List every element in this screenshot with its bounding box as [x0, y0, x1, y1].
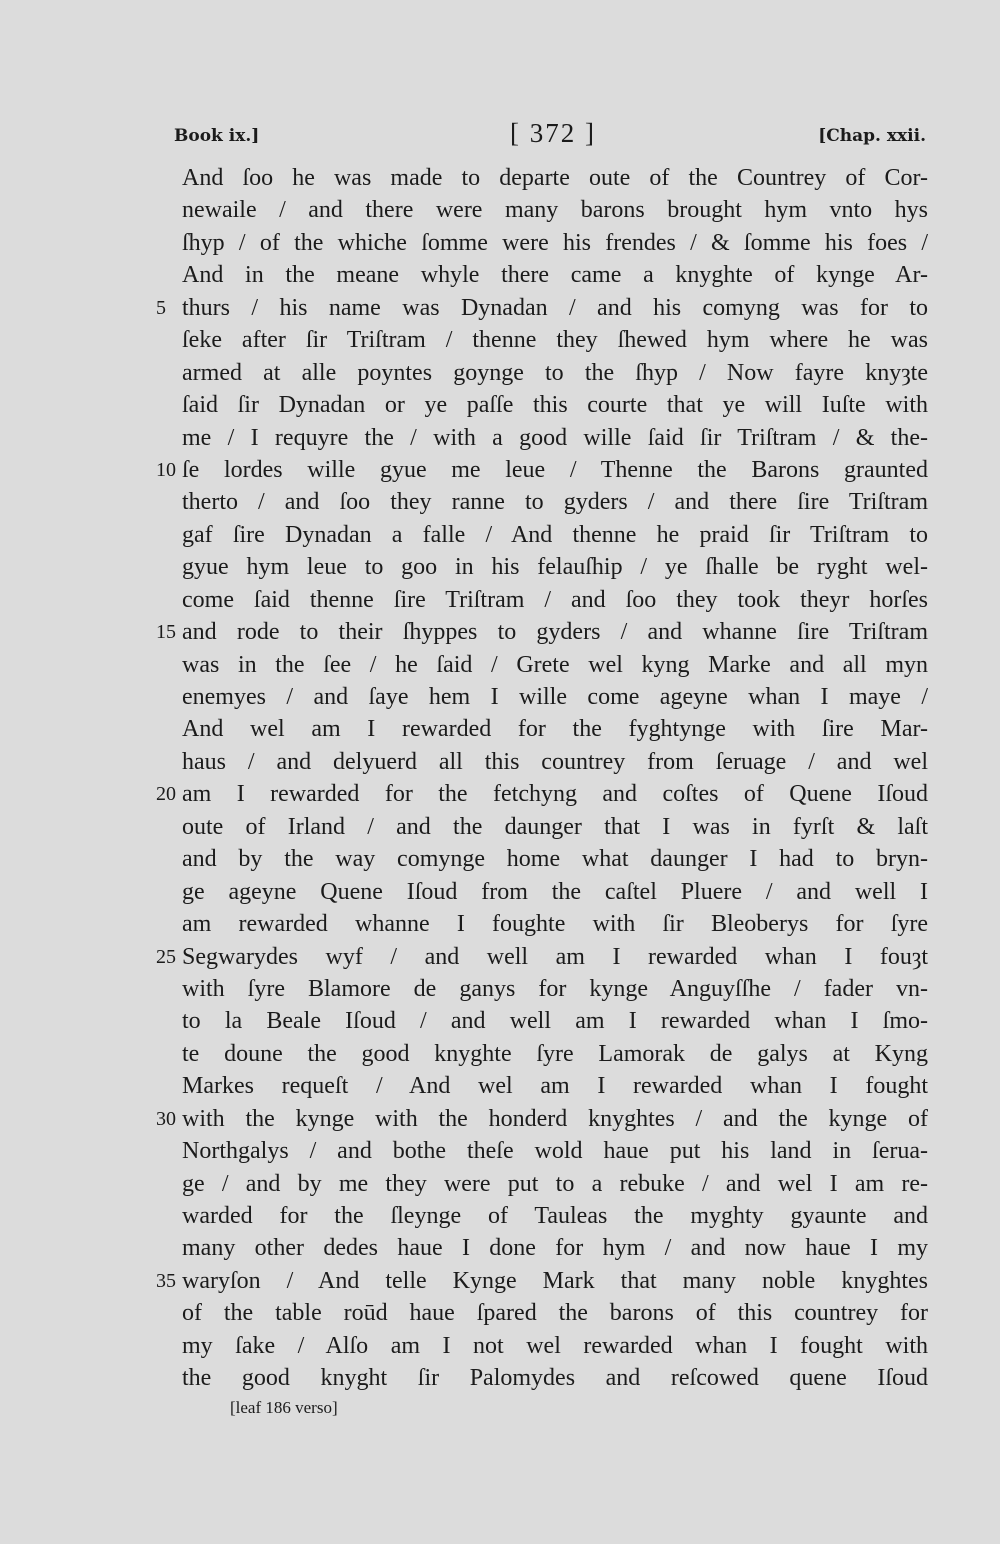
- page-body-text: [0, 162, 1000, 1395]
- line-text: of the table roūd haue ſpared the barons of this countrey for: [182, 1300, 928, 1327]
- text-line: [0, 649, 1000, 681]
- text-line: [0, 1070, 1000, 1102]
- text-line: [0, 422, 1000, 454]
- line-text: with the kynge with the honderd knyghtes / and the kynge of: [182, 1105, 928, 1132]
- text-line: [0, 486, 1000, 518]
- text-line: [0, 194, 1000, 226]
- text-line: [0, 292, 1000, 324]
- line-text: to la Beale Iſoud / and well am I rewarded whan I ſmo-: [182, 1008, 928, 1035]
- running-header: [168, 118, 938, 154]
- text-line: [0, 713, 1000, 745]
- line-text: am rewarded whanne I foughte with ſir Bleoberys for ſyre: [182, 911, 928, 938]
- line-text: gyue hym leue to goo in his felauſhip / ye ſhalle be ryght wel-: [182, 554, 928, 581]
- line-text: oute of Irland / and the daunger that I was in fyrſt & laſt: [182, 813, 928, 840]
- text-line: [0, 1297, 1000, 1329]
- line-number: 5: [156, 296, 166, 319]
- text-line: [0, 1038, 1000, 1070]
- chapter-label: [Chap. xxii.: [818, 126, 926, 146]
- text-line: [0, 941, 1000, 973]
- line-text: me / I requyre the / with a good wille ſaid ſir Triſtram / & the-: [182, 424, 928, 451]
- line-text: enemyes / and ſaye hem I wille come ageyne whan I maye /: [182, 684, 928, 710]
- line-text: armed at alle poyntes goynge to the ſhyp / Now fayre knyȝte: [182, 359, 928, 386]
- line-text: many other dedes haue I done for hym / and now haue I my: [182, 1235, 928, 1262]
- book-label: Book ix.]: [174, 126, 260, 146]
- line-text: was in the ſee / he ſaid / Grete wel kyng Marke and all myn: [182, 651, 928, 678]
- text-line: [0, 908, 1000, 940]
- text-line: [0, 843, 1000, 875]
- line-text: with ſyre Blamore de ganys for kynge Anguyſſhe / fader vn-: [182, 975, 928, 1002]
- line-text: newaile / and there were many barons brought hym vnto hys: [182, 197, 928, 224]
- line-text: the good knyght ſir Palomydes and reſcowed quene Iſoud: [182, 1365, 928, 1392]
- line-text: And wel am I rewarded for the fyghtynge with ſire Mar-: [182, 716, 928, 743]
- line-text: and by the way comynge home what daunger I had to bryn-: [182, 846, 928, 873]
- text-line: [0, 973, 1000, 1005]
- text-line: [0, 778, 1000, 810]
- line-text: And ſoo he was made to departe oute of the Countrey of Cor-: [182, 165, 928, 191]
- text-line: [0, 357, 1000, 389]
- text-line: [0, 616, 1000, 648]
- text-line: [0, 162, 1000, 194]
- text-line: [0, 454, 1000, 486]
- text-line: [0, 1200, 1000, 1232]
- text-line: [0, 876, 1000, 908]
- text-line: [0, 259, 1000, 291]
- page-number: [ 372 ]: [510, 118, 596, 148]
- line-text: Segwarydes wyf / and well am I rewarded whan I fouȝt: [182, 943, 928, 970]
- line-number: 10: [156, 458, 176, 481]
- line-number: 30: [156, 1107, 176, 1130]
- text-line: [0, 1168, 1000, 1200]
- line-text: my ſake / Alſo am I not wel rewarded whan I fought with: [182, 1332, 928, 1359]
- line-text: Northgalys / and bothe theſe wold haue put his land in ſerua-: [182, 1138, 928, 1165]
- text-line: [0, 1362, 1000, 1394]
- line-text: ſe lordes wille gyue me leue / Thenne the Barons graunted: [182, 456, 928, 483]
- line-text: therto / and ſoo they ranne to gyders / and there ſire Triſtram: [182, 489, 928, 516]
- line-text: and rode to their ſhyppes to gyders / and whanne ſire Triſtram: [182, 619, 928, 646]
- text-line: [0, 1232, 1000, 1264]
- line-text: te doune the good knyghte ſyre Lamorak de galys at Kyng: [182, 1040, 928, 1067]
- text-line: [0, 1005, 1000, 1037]
- line-text: gaf ſire Dynadan a falle / And thenne he praid ſir Triſtram to: [182, 521, 928, 548]
- text-line: [0, 681, 1000, 713]
- line-text: haus / and delyuerd all this countrey from ſeruage / and wel: [182, 748, 928, 775]
- line-number: 25: [156, 945, 176, 968]
- text-line: [0, 811, 1000, 843]
- text-line: [0, 389, 1000, 421]
- line-text: come ſaid thenne ſire Triſtram / and ſoo they took theyr horſes: [182, 586, 928, 613]
- line-text: ſeke after ſir Triſtram / thenne they ſhewed hym where he was: [182, 327, 928, 354]
- line-number: 20: [156, 783, 176, 806]
- text-line: [0, 1265, 1000, 1297]
- text-line: [0, 1330, 1000, 1362]
- text-line: [0, 1103, 1000, 1135]
- line-text: thurs / his name was Dynadan / and his comyng was for to: [182, 294, 928, 321]
- line-text: And in the meane whyle there came a knyghte of kynge Ar-: [182, 262, 928, 289]
- line-text: waryſon / And telle Kynge Mark that many noble knyghtes: [182, 1267, 928, 1294]
- line-text: ge / and by me they were put to a rebuke / and wel I am re-: [182, 1170, 928, 1197]
- text-line: [0, 551, 1000, 583]
- text-line: [0, 324, 1000, 356]
- text-line: [0, 584, 1000, 616]
- line-text: warded for the ſleynge of Tauleas the myghty gyaunte and: [182, 1203, 928, 1229]
- line-text: Markes requeſt / And wel am I rewarded whan I fought: [182, 1073, 928, 1100]
- line-number: 35: [156, 1269, 176, 1292]
- line-text: am I rewarded for the fetchyng and coſtes of Quene Iſoud: [182, 781, 928, 808]
- text-line: [0, 746, 1000, 778]
- leaf-note: [leaf 186 verso]: [230, 1398, 338, 1417]
- text-line: [0, 519, 1000, 551]
- text-line: [0, 227, 1000, 259]
- line-number: 15: [156, 621, 176, 644]
- line-text: ge ageyne Quene Iſoud from the caſtel Pluere / and well I: [182, 878, 928, 905]
- line-text: ſaid ſir Dynadan or ye paſſe this courte that ye will Iuſte with: [182, 392, 928, 419]
- line-text: ſhyp / of the whiche ſomme were his frendes / & ſomme his foes /: [182, 229, 928, 256]
- text-line: [0, 1135, 1000, 1167]
